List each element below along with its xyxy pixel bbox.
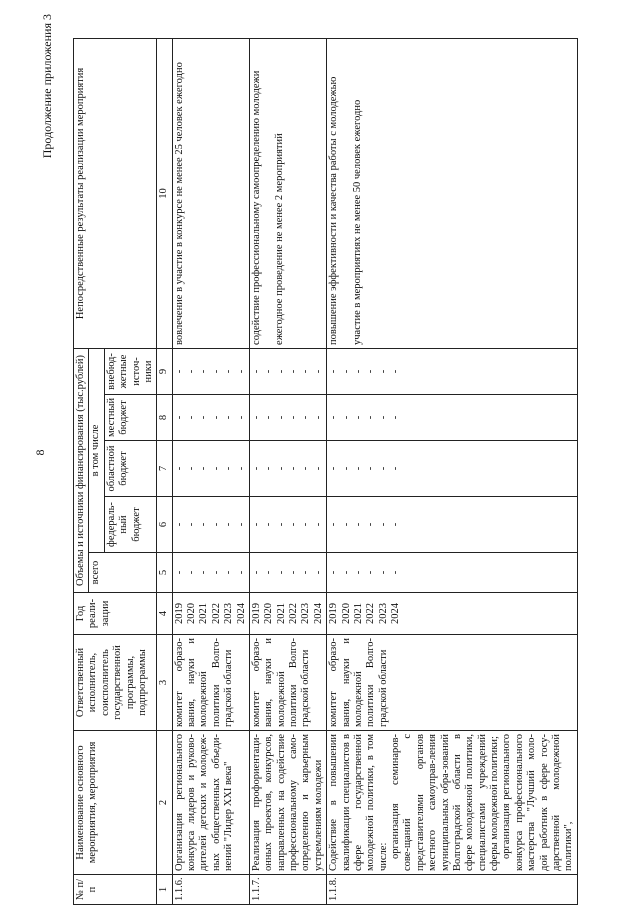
finance-dash: - bbox=[250, 415, 262, 420]
row-finance-values bbox=[172, 497, 249, 553]
finance-dash: - bbox=[352, 570, 364, 575]
row-years bbox=[172, 593, 249, 635]
finance-dash: - bbox=[365, 369, 377, 374]
finance-dash: - bbox=[328, 415, 340, 420]
row-name-text: Организация регионального конкурса лидеров и руково-дителей детских и молодеж-ных общественных объеди-нений "Лидер XXI века" bbox=[173, 734, 235, 871]
row-name bbox=[249, 731, 326, 875]
finance-dash: - bbox=[235, 522, 247, 527]
finance-dash: - bbox=[198, 415, 210, 420]
row-finance-values bbox=[249, 348, 326, 394]
finance-dash: - bbox=[328, 522, 340, 527]
finance-dash: - bbox=[235, 466, 247, 471]
table-body bbox=[172, 38, 577, 904]
finance-dash: - bbox=[223, 466, 235, 471]
finance-dash: - bbox=[275, 415, 287, 420]
finance-dash: - bbox=[312, 369, 324, 374]
row-finance-values bbox=[327, 553, 578, 593]
row-name-item: организация регионального конкурса профессионального мастерства "Лучший моло-дой работник в сфере госу-дарственной молодежной политики", bbox=[501, 734, 575, 871]
finance-dash: - bbox=[235, 369, 247, 374]
column-number: 7 bbox=[157, 441, 172, 497]
row-years bbox=[327, 593, 578, 635]
finance-dash: - bbox=[365, 570, 377, 575]
row-finance-values bbox=[172, 553, 249, 593]
row-years bbox=[249, 593, 326, 635]
finance-dash: - bbox=[186, 466, 197, 471]
table-header bbox=[74, 38, 173, 904]
finance-dash: - bbox=[340, 466, 352, 471]
row-finance-values bbox=[327, 348, 578, 394]
finance-dash: - bbox=[223, 570, 235, 575]
column-number: 5 bbox=[157, 553, 172, 593]
finance-dash: - bbox=[377, 466, 389, 471]
row-responsible: комитет образо-вания, науки и молодежной политики Волго-градской области bbox=[172, 635, 249, 731]
finance-dash: - bbox=[186, 415, 197, 420]
finance-dash: - bbox=[198, 369, 210, 374]
row-number: 1.1.7. bbox=[249, 875, 326, 905]
finance-dash: - bbox=[390, 369, 401, 374]
finance-dash: - bbox=[352, 415, 364, 420]
row-results bbox=[172, 38, 249, 348]
header-responsible: Ответственный исполнитель, соисполнитель государственной программы, подпрограммы bbox=[74, 635, 157, 731]
finance-dash: - bbox=[173, 415, 185, 420]
column-number: 1 bbox=[157, 875, 172, 905]
finance-dash: - bbox=[198, 466, 210, 471]
year-value: 2021 bbox=[198, 603, 210, 624]
finance-dash: - bbox=[250, 522, 262, 527]
row-responsible: комитет образо-вания, науки и молодежной политики Волго-градской области bbox=[327, 635, 578, 731]
finance-dash: - bbox=[340, 570, 352, 575]
year-value: 2022 bbox=[210, 603, 222, 624]
header-finance-group: Объемы и источники финансирования (тыс.рублей) bbox=[74, 348, 89, 592]
finance-dash: - bbox=[250, 466, 262, 471]
result-text: вовлечение в участие в конкурсе не менее 25 человек ежегодно bbox=[173, 62, 185, 345]
row-finance-values bbox=[172, 348, 249, 394]
finance-dash: - bbox=[300, 570, 312, 575]
row-finance-values bbox=[327, 395, 578, 441]
finance-dash: - bbox=[390, 522, 401, 527]
finance-dash: - bbox=[288, 570, 299, 575]
row-name-text: Содействие в повышении квалификации специалистов в сфере государственной молодежной политики, в том числе: bbox=[328, 734, 389, 871]
finance-dash: - bbox=[328, 570, 340, 575]
finance-dash: - bbox=[300, 466, 312, 471]
row-responsible: комитет образо-вания, науки и молодежной политики Волго-градской области bbox=[249, 635, 326, 731]
row-name-item: организация семинаров-сове-щаний с представителями органов местного самоуправ-ления муниципальных обра-зований Волгоградской области в сфере молодежной политики, специалистами учреждений сферы молодежной политики; bbox=[390, 734, 500, 871]
finance-dash: - bbox=[312, 522, 324, 527]
header-year: Год реали-зации bbox=[74, 593, 157, 635]
column-number: 4 bbox=[157, 593, 172, 635]
finance-dash: - bbox=[210, 466, 222, 471]
row-finance-values bbox=[249, 497, 326, 553]
year-value: 2019 bbox=[173, 603, 185, 624]
row-name bbox=[172, 731, 249, 875]
column-number: 9 bbox=[157, 348, 172, 394]
year-value: 2022 bbox=[365, 603, 377, 624]
header-federal: федераль-ный бюджет bbox=[104, 497, 157, 553]
finance-dash: - bbox=[365, 466, 377, 471]
year-value: 2020 bbox=[263, 603, 275, 624]
row-finance-values bbox=[249, 395, 326, 441]
finance-dash: - bbox=[210, 369, 222, 374]
header-result: Непосредственные результаты реализации мероприятия bbox=[74, 38, 157, 348]
table-row bbox=[172, 38, 249, 904]
header-regional: областной бюджет bbox=[104, 441, 157, 497]
year-value: 2024 bbox=[312, 603, 324, 624]
finance-dash: - bbox=[173, 466, 185, 471]
finance-dash: - bbox=[186, 522, 197, 527]
header-incl: в том числе bbox=[89, 348, 104, 552]
table-row bbox=[249, 38, 326, 904]
result-text: участие в мероприятиях не менее 50 человек ежегодно bbox=[351, 99, 363, 345]
finance-dash: - bbox=[198, 522, 210, 527]
column-number: 10 bbox=[157, 38, 172, 348]
finance-dash: - bbox=[365, 415, 377, 420]
row-finance-values bbox=[249, 441, 326, 497]
row-name bbox=[327, 731, 578, 875]
year-value: 2020 bbox=[186, 603, 197, 624]
year-value: 2019 bbox=[328, 603, 340, 624]
finance-dash: - bbox=[263, 415, 275, 420]
finance-dash: - bbox=[365, 522, 377, 527]
finance-dash: - bbox=[210, 570, 222, 575]
finance-dash: - bbox=[288, 466, 299, 471]
finance-dash: - bbox=[210, 415, 222, 420]
row-finance-values bbox=[249, 553, 326, 593]
header-num: № п/п bbox=[74, 875, 157, 905]
finance-dash: - bbox=[312, 570, 324, 575]
finance-dash: - bbox=[223, 522, 235, 527]
row-results bbox=[327, 38, 578, 348]
finance-dash: - bbox=[352, 369, 364, 374]
row-finance-values bbox=[327, 497, 578, 553]
finance-dash: - bbox=[250, 570, 262, 575]
year-value: 2020 bbox=[340, 603, 352, 624]
finance-dash: - bbox=[352, 522, 364, 527]
finance-dash: - bbox=[390, 570, 401, 575]
year-value: 2021 bbox=[352, 603, 364, 624]
result-gap bbox=[263, 42, 274, 345]
finance-dash: - bbox=[340, 522, 352, 527]
continuation-note: Продолжение приложения 3 bbox=[40, 14, 54, 159]
finance-dash: - bbox=[263, 369, 275, 374]
finance-dash: - bbox=[198, 570, 210, 575]
header-extrabudget: внебюд-жетные источ-ники bbox=[104, 348, 157, 394]
page-number: 8 bbox=[33, 449, 47, 456]
finance-dash: - bbox=[173, 522, 185, 527]
row-finance-values bbox=[172, 441, 249, 497]
finance-dash: - bbox=[300, 522, 312, 527]
table-row bbox=[327, 38, 578, 904]
finance-dash: - bbox=[275, 522, 287, 527]
finance-dash: - bbox=[235, 415, 247, 420]
result-text: ежегодное проведение не менее 2 мероприятий bbox=[274, 133, 286, 345]
finance-dash: - bbox=[223, 415, 235, 420]
column-number: 8 bbox=[157, 395, 172, 441]
finance-dash: - bbox=[288, 369, 299, 374]
finance-dash: - bbox=[377, 369, 389, 374]
finance-dash: - bbox=[328, 466, 340, 471]
column-number: 6 bbox=[157, 497, 172, 553]
finance-dash: - bbox=[340, 369, 352, 374]
row-number: 1.1.6. bbox=[172, 875, 249, 905]
year-value: 2019 bbox=[250, 603, 262, 624]
finance-dash: - bbox=[377, 522, 389, 527]
result-text: содействие профессиональному самоопределению молодежи bbox=[250, 70, 262, 345]
finance-dash: - bbox=[173, 570, 185, 575]
finance-dash: - bbox=[275, 369, 287, 374]
finance-dash: - bbox=[186, 369, 197, 374]
year-value: 2023 bbox=[223, 603, 235, 624]
year-value: 2024 bbox=[390, 603, 401, 624]
finance-dash: - bbox=[377, 570, 389, 575]
result-text: повышение эффективности и качества работы с молодежью bbox=[328, 76, 340, 345]
appendix-table bbox=[73, 38, 578, 905]
finance-dash: - bbox=[288, 522, 299, 527]
header-name: Наименование основного мероприятия, мероприятия bbox=[74, 731, 157, 875]
header-local: местный бюджет bbox=[104, 395, 157, 441]
column-number-row bbox=[157, 38, 172, 904]
year-value: 2022 bbox=[288, 603, 299, 624]
finance-dash: - bbox=[186, 570, 197, 575]
column-number: 2 bbox=[157, 731, 172, 875]
finance-dash: - bbox=[173, 369, 185, 374]
finance-dash: - bbox=[263, 522, 275, 527]
result-gap bbox=[341, 42, 352, 345]
year-value: 2023 bbox=[300, 603, 312, 624]
finance-dash: - bbox=[263, 570, 275, 575]
finance-dash: - bbox=[275, 570, 287, 575]
finance-dash: - bbox=[210, 522, 222, 527]
header-total: всего bbox=[89, 553, 157, 593]
finance-dash: - bbox=[250, 369, 262, 374]
row-number: 1.1.8. bbox=[327, 875, 578, 905]
finance-dash: - bbox=[235, 570, 247, 575]
finance-dash: - bbox=[340, 415, 352, 420]
row-finance-values bbox=[172, 395, 249, 441]
finance-dash: - bbox=[328, 369, 340, 374]
finance-dash: - bbox=[312, 466, 324, 471]
finance-dash: - bbox=[263, 466, 275, 471]
row-finance-values bbox=[327, 441, 578, 497]
finance-dash: - bbox=[377, 415, 389, 420]
column-number: 3 bbox=[157, 635, 172, 731]
finance-dash: - bbox=[312, 415, 324, 420]
finance-dash: - bbox=[352, 466, 364, 471]
year-value: 2024 bbox=[235, 603, 247, 624]
finance-dash: - bbox=[300, 369, 312, 374]
finance-dash: - bbox=[223, 369, 235, 374]
year-value: 2023 bbox=[377, 603, 389, 624]
finance-dash: - bbox=[390, 466, 401, 471]
year-value: 2021 bbox=[275, 603, 287, 624]
row-name-text: Реализация профориентаци-онных проектов, конкурсов, направленных на содействие профессиональному само-определению и карьерным устремлениям молодежи bbox=[250, 734, 324, 871]
finance-dash: - bbox=[390, 415, 401, 420]
finance-dash: - bbox=[288, 415, 299, 420]
finance-dash: - bbox=[275, 466, 287, 471]
finance-dash: - bbox=[300, 415, 312, 420]
row-results bbox=[249, 38, 326, 348]
